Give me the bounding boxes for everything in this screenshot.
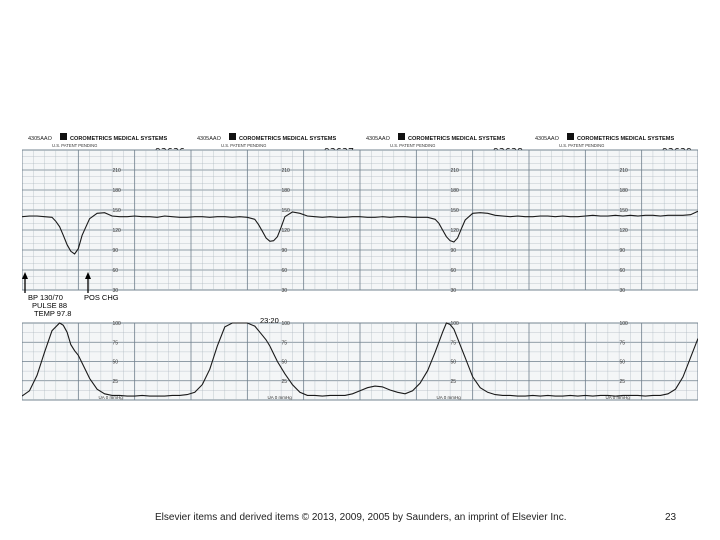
ua-tick-label: 25 (112, 378, 119, 385)
fhr-tick-label: 30 (450, 288, 457, 294)
fhr-tick-label: 210 (450, 168, 459, 174)
ua-grid (22, 323, 698, 400)
ua-tick-label: 75 (281, 340, 288, 347)
brand-name: COROMETRICS MEDICAL SYSTEMS (408, 136, 506, 142)
patent-text: U.S. PATENT PENDING (52, 143, 98, 148)
patent-text: U.S. PATENT PENDING (559, 143, 605, 148)
brand-logo-icon (229, 133, 236, 140)
fhr-tick-label: 210 (281, 168, 290, 174)
ua-unit-label: UA 0 mmHg (436, 395, 461, 400)
ua-tick-label: 75 (112, 340, 119, 347)
form-number: 4305AAO (28, 136, 52, 142)
ua-tick-label: 25 (281, 378, 288, 385)
fhr-tick-label: 90 (112, 248, 119, 254)
ua-tick-label: 25 (619, 378, 626, 385)
slide-number: 23 (665, 512, 677, 523)
fhr-tick-label: 30 (619, 288, 626, 294)
ua-tick-label: 100 (619, 321, 628, 327)
ua-tick-label: 50 (112, 359, 119, 366)
fhr-tick-label: 60 (112, 268, 119, 274)
fhr-tick-label: 180 (450, 188, 459, 194)
ua-tick-label: 25 (450, 378, 457, 385)
bp-label: BP 130/70 (28, 293, 63, 302)
patent-text: U.S. PATENT PENDING (390, 143, 436, 148)
ua-tick-label: 50 (281, 359, 288, 366)
brand-name: COROMETRICS MEDICAL SYSTEMS (239, 136, 337, 142)
fhr-tick-label: 60 (281, 268, 288, 274)
pos-label: POS CHG (84, 293, 119, 302)
fhr-tick-label: 90 (450, 248, 457, 254)
fhr-tick-label: 150 (450, 208, 459, 214)
ua-unit-label: UA 0 mmHg (98, 395, 123, 400)
fhr-tick-label: 120 (112, 228, 121, 234)
fhr-tick-label: 210 (619, 168, 628, 174)
fhr-tick-label: 180 (112, 188, 121, 194)
ua-tick-label: 100 (450, 321, 459, 327)
fhr-tick-label: 150 (619, 208, 628, 214)
fhr-grid (22, 150, 698, 290)
brand-name: COROMETRICS MEDICAL SYSTEMS (577, 136, 675, 142)
ua-tick-label: 50 (450, 359, 457, 366)
ua-tick-label: 75 (619, 340, 626, 347)
fhr-tick-label: 30 (281, 288, 288, 294)
form-number: 4305AAO (366, 136, 390, 142)
temp-label: TEMP 97.8 (34, 309, 72, 318)
fhr-tick-label: 30 (112, 288, 119, 294)
form-number: 4305AAO (197, 136, 221, 142)
fhr-tick-label: 60 (450, 268, 457, 274)
fhr-tick-label: 150 (281, 208, 290, 214)
fhr-tick-label: 120 (450, 228, 459, 234)
form-number: 4305AAO (535, 136, 559, 142)
copyright-notice: Elsevier items and derived items © 2013, 2009, 2005 by Saunders, an imprint of Elsevier Inc. (155, 512, 567, 523)
fetal-monitor-strip (22, 128, 698, 403)
ua-unit-label: UA 0 mmHg (267, 395, 292, 400)
fhr-tick-label: 210 (112, 168, 121, 174)
time-label: 23:20 (260, 316, 279, 325)
fhr-tick-label: 120 (281, 228, 290, 234)
pulse-label: PULSE 88 (32, 301, 68, 310)
fhr-tick-label: 150 (112, 208, 121, 214)
fhr-tick-label: 90 (281, 248, 288, 254)
brand-logo-icon (398, 133, 405, 140)
ua-tick-label: 50 (619, 359, 626, 366)
fhr-tick-label: 180 (281, 188, 290, 194)
ua-tick-label: 100 (112, 321, 121, 327)
fhr-tick-label: 180 (619, 188, 628, 194)
brand-name: COROMETRICS MEDICAL SYSTEMS (70, 136, 168, 142)
ua-tick-label: 75 (450, 340, 457, 347)
fhr-tick-label: 90 (619, 248, 626, 254)
ua-tick-label: 100 (281, 321, 290, 327)
fhr-tick-label: 120 (619, 228, 628, 234)
brand-logo-icon (60, 133, 67, 140)
ua-unit-label: UA 0 mmHg (605, 395, 630, 400)
brand-logo-icon (567, 133, 574, 140)
fhr-tick-label: 60 (619, 268, 626, 274)
patent-text: U.S. PATENT PENDING (221, 143, 267, 148)
